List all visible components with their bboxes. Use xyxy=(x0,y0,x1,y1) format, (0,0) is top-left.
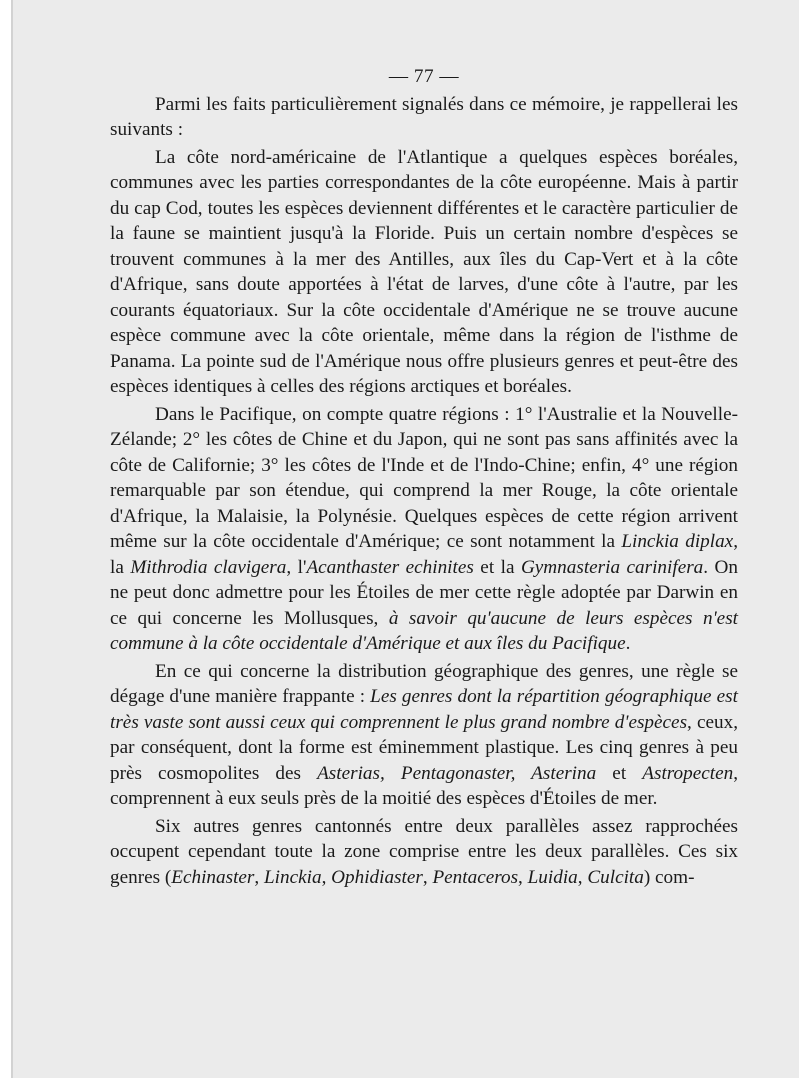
text-run: , xyxy=(577,866,588,888)
italic-text: Echinaster xyxy=(171,866,255,888)
text-run: et la xyxy=(473,556,521,578)
italic-text: Pentaceros xyxy=(432,866,519,888)
italic-text: à savoir qu'aucune de leurs espèces n'est commune à la côte occidentale d'Amérique et aux îles du Pacifique xyxy=(110,607,738,654)
italic-text: Linckia diplax xyxy=(621,531,734,552)
text-run: , xyxy=(254,866,264,888)
text-run: , la xyxy=(110,531,738,578)
italic-text: Ophidiaster xyxy=(331,866,423,888)
page-number-label: — 77 — xyxy=(388,66,460,87)
text-run: et xyxy=(596,762,643,784)
text-run: , xyxy=(321,866,332,888)
italic-text: Asterias, Pentagonaster, Asterina xyxy=(317,762,597,784)
paragraph xyxy=(110,402,738,657)
italic-text: Mithrodia clavigera xyxy=(130,556,287,578)
italic-text: Gymnasteria carinifera xyxy=(520,556,704,578)
text-run: , ceux, par conséquent, dont la forme est éminemment plastique. Les cinq genres à peu près cosmopolites des xyxy=(110,711,738,784)
italic-text: Acanthaster echinites xyxy=(306,556,474,578)
text-run: , comprennent à eux seuls près de la moitié des espèces d'Étoiles de mer. xyxy=(110,762,738,809)
italic-text: Linckia xyxy=(264,866,322,888)
text-run: Parmi les faits particulièrement signalés dans ce mémoire, je rappellerai les suivants : xyxy=(110,93,738,140)
page-text xyxy=(110,64,738,890)
body-text xyxy=(110,92,738,891)
text-run: ) com- xyxy=(643,866,695,888)
text-run: La côte nord-américaine de l'Atlantique a quelques espèces boréales, communes avec les parties correspondantes de la côte européenne. Mais à partir du cap Cod, toutes les espèces deviennent différentes et le caractère particulier de la faune se maintient jusqu'à la Floride. Puis un certain nombre d'espèces se trouvent communes à la mer des Antilles, aux îles du Cap-Vert et à la côte d'Afrique, sans doute apportées à l'état de larves, d'une côte à l'autre, par les courants équatoriaux. Sur la côte occidentale d'Amérique ne se trouve aucune espèce commune avec la côte orientale, même dans la région de l'isthme de Panama. La pointe sud de l'Amérique nous offre plusieurs genres et peut-être des espèces identiques à celles des régions arctiques et boréales. xyxy=(110,146,738,397)
paragraph xyxy=(110,92,738,143)
text-run: . xyxy=(625,633,631,654)
page-number xyxy=(110,64,738,90)
text-run: Six autres genres cantonnés entre deux parallèles assez rapprochées occupent cependant toute la zone comprise entre les deux parallèles. Ces six genres ( xyxy=(110,815,738,888)
italic-text: Astropecten xyxy=(642,762,734,784)
text-run: , xyxy=(422,866,433,888)
italic-text: Culcita xyxy=(587,866,644,888)
italic-text: Les genres dont la répartition géographique est très vaste sont aussi ceux qui comprennent le plus grand nombre d'espèces xyxy=(110,686,738,733)
text-run: Dans le Pacifique, on compte quatre régions : 1° l'Australie et la Nouvelle-Zélande; 2° les côtes de Chine et du Japon, qui ne sont pas sans affinités avec la côte de Californie; 3° les côtes de l'Inde et de l'Indo-Chine; enfin, 4° une région remarquable par son étendue, qui comprend la mer Rouge, la côte orientale d'Afrique, la Malaisie, la Polynésie. Quelques espèces de cette région arrivent même sur la côte occidentale d'Amérique; ce sont notamment la xyxy=(110,403,738,552)
paragraph xyxy=(110,814,738,891)
text-run: , l' xyxy=(286,556,307,578)
paragraph xyxy=(110,659,738,812)
text-run: . On ne peut donc admettre pour les Étoiles de mer cette règle adoptée par Darwin en ce qui concerne les Mollusques, xyxy=(110,556,738,629)
italic-text: Luidia xyxy=(527,866,578,888)
text-run: , xyxy=(518,866,528,888)
scanned-page xyxy=(11,0,799,1078)
paragraph xyxy=(110,145,738,400)
text-run: En ce qui concerne la distribution géographique des genres, une règle se dégage d'une manière frappante : xyxy=(110,660,738,707)
